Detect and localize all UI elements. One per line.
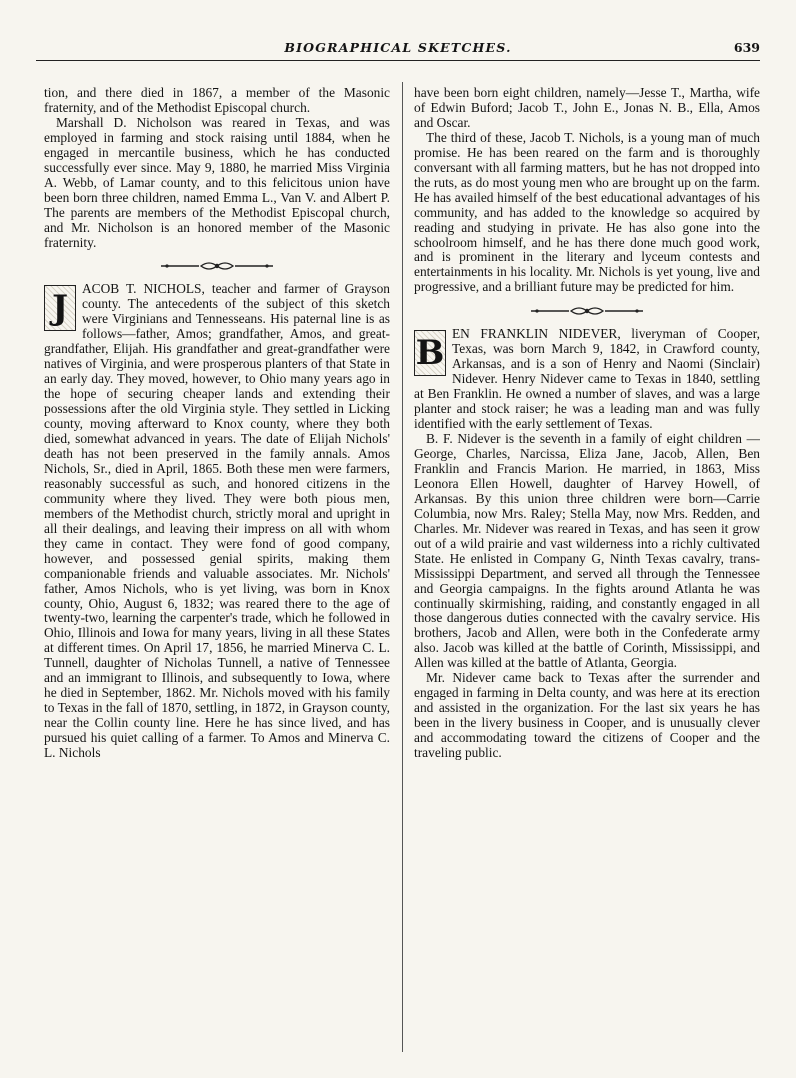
entry-lead-name: EN FRANKLIN NIDEVER, — [452, 326, 621, 342]
ornamental-divider — [414, 295, 760, 327]
jacob-nichols-paragraph: The third of these, Jacob T. Nichols, is a young man of much promise. He has been reared on the farm and is thoroughly conversant with all farming matters, but he has not dropped into the ruts, as do most young men who are brought up on the farm. He has availed himself of the best educational advantages of his community, and has added to the knowledge so acquired by reading and studying in private. He has also gone into the schoolroom himself, and he has there done much good work, and is prominent in the literary and lyceum contests and entertainments in his locality. Mr. Nichols is yet young, live and progressive, and a brilliant future may be predicted for him. — [414, 129, 760, 295]
entry-paragraph — [44, 282, 390, 761]
biography-entry-ben-franklin-nidever — [414, 327, 760, 761]
entry-text: liveryman of Cooper, Texas, was born March 9, 1842, in Crawford county, Arkansas, and is a son of Henry and Naomi (Sinclair) Nidever. Henry Nidever came to Texas in 1840, settling at Ben Franklin. He owned a number of slaves, and was a large planter and stock raiser; he was a leading man and was fully identified with the early settlement of Texas. — [414, 326, 760, 432]
ornamental-divider — [44, 250, 390, 282]
left-column — [44, 86, 390, 1046]
flourish-icon — [527, 305, 647, 317]
biography-entry-jacob-nichols — [44, 282, 390, 761]
entry-text: teacher and farmer of Grayson county. The antecedents of the subject of this sketch were Virginians and Tennesseans. His paternal line is as follows—father, Amos; grandfather, Amos, and great-grandfather, Elijah. His grandfather and great-grandfather were natives of Virginia, and were prosperous planters of that State in an early day. They moved, however, to Ohio many years ago in the hope of securing cheaper lands and extending their possessions after the old Virginia style. They settled in Licking county, moving afterward to Knox county, where they both died, somewhat advanced in years. The date of Elijah Nichols' death has not been preserved in the family annals. Amos Nichols, Sr., died in April, 1865. Both these men were farmers, reasonably successful as such, and honored citizens in the community where they lived. They were both pious men, members of the Methodist church, strictly moral and upright in all their dealings, and leaving their impress on all with whom they came in contact. They were fond of good company, however, and possessed genial spirits, making them companionable friends and valuable associates. Mr. Nichols' father, Amos Nichols, who is yet living, was born in Knox county, Ohio, August 6, 1832; was reared there to the age of twenty-two, learning the carpenter's trade, which he followed in Ohio, Illinois and Iowa for many years, living in all these States at different times. On April 17, 1856, he married Minerva C. L. Tunnell, daughter of Nicholas Tunnell, a native of Tennessee and an immigrant to Illinois, and subsequently to Iowa, where he died in September, 1862. Mr. Nichols moved with his family to Texas in the fall of 1870, settling, in 1872, in Grayson county, near the Collin county line. Here he has since lived, and has pursued his quiet calling of a farmer. To Amos and Minerva C. L. Nichols — [44, 281, 390, 761]
running-head — [36, 40, 760, 61]
entry-paragraph: Mr. Nidever came back to Texas after the surrender and engaged in farming in Delta county, and was here at its erection and assisted in the organization. For the last six years he has been in the livery business in Cooper, and is unusually clever and accommodating toward the citizens of Cooper and the traveling public. — [414, 670, 760, 761]
dropcap-initial: B — [414, 330, 446, 376]
page-number: 639 — [733, 40, 760, 55]
column-rule — [402, 82, 403, 1052]
continuation-paragraph: have been born eight children, namely—Jesse T., Martha, wife of Edwin Buford; Jacob T., John E., Jonas N. B., Ella, Amos and Oscar. — [414, 86, 760, 130]
dropcap-initial: J — [44, 285, 76, 331]
right-column — [414, 86, 760, 1046]
nicholson-paragraph: Marshall D. Nicholson was reared in Texas, and was employed in farming and stock raising until 1884, when he engaged in mercantile business, which he has conducted successfully ever since. May 9, 1880, he married Miss Virginia A. Webb, of Lamar county, and to this felicitous union have been born three children, named Emma L., Van V. and Albert P. The parents are members of the Methodist Episcopal church, and Mr. Nicholson is an honored member of the Masonic fraternity. — [44, 114, 390, 250]
entry-paragraph: B. F. Nidever is the seventh in a family of eight children — George, Charles, Narcissa, Eliza Jane, Jacob, Allen, Ben Franklin and Francis Marion. He married, in 1863, Miss Leonora Ellen Howell, daughter of Harvey Howell, of Arkansas. By this union three children were born—Carrie Columbia, now Mrs. Raley; Stella May, now Mrs. Redden, and Charles. Mr. Nidever was reared in Texas, and has seen it grow out of a wild prairie and vast wilderness into a richly cultivated State. He enlisted in Company G, Ninth Texas cavalry, trans-Mississippi Department, and served all through the Tennessee and Georgia campaigns. In the fights around Atlanta he was continually skirmishing, raiding, and constantly engaged in all those dangerous duties connected with the cavalry service. His brothers, Jacob and Allen, were both in the Confederate army also. Jacob was killed at the battle of Corinth, Mississippi, and Allen was killed at the battle of Atlanta, Georgia. — [414, 431, 760, 671]
continuation-paragraph: tion, and there died in 1867, a member of the Masonic fraternity, and of the Methodist Episcopal church. — [44, 86, 390, 115]
entry-lead-name: ACOB T. NICHOLS, — [82, 281, 205, 297]
entry-paragraph — [414, 327, 760, 432]
running-title: BIOGRAPHICAL SKETCHES. — [284, 40, 512, 55]
flourish-icon — [157, 260, 277, 272]
